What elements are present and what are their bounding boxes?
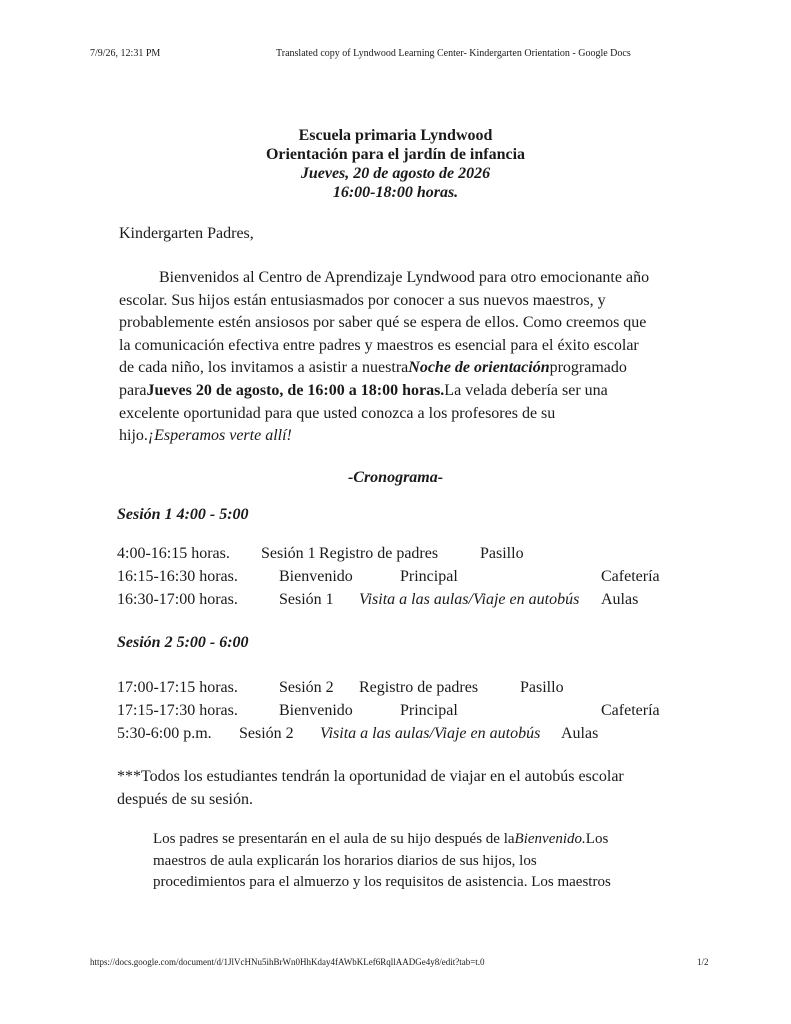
intro-line <box>119 357 704 380</box>
row-time: 17:00-17:15 horas. <box>117 679 238 696</box>
row-place: Aulas <box>561 725 599 742</box>
schedule-title: -Cronograma- <box>347 469 444 486</box>
event-name: Orientación para el jardín de infancia <box>265 146 526 163</box>
row-desc: Principal <box>400 702 458 719</box>
row-place: Pasillo <box>480 545 524 562</box>
row-place: Aulas <box>601 591 639 608</box>
intro-line <box>119 380 704 403</box>
print-date: 7/9/26, 12:31 PM <box>90 48 161 59</box>
intro-text: La velada debería ser una <box>444 381 608 399</box>
row-desc: Principal <box>400 568 458 585</box>
event-datetime-emphasis: Jueves 20 de agosto, de 16:00 a 18:00 horas. <box>146 381 445 399</box>
schedule-row <box>117 702 677 724</box>
row-item: Sesión 1 <box>261 545 316 562</box>
row-desc: Visita a las aulas/Viaje en autobús <box>320 725 541 742</box>
parents-text: Los <box>585 831 609 847</box>
schedule-row <box>117 725 677 747</box>
schedule-row <box>117 591 677 613</box>
intro-line <box>119 425 704 448</box>
parents-line: maestros de aula explicarán los horarios diarios de sus hijos, los <box>153 852 537 869</box>
note-line: ***Todos los estudiantes tendrán la oportunidad de viajar en el autobús escolar <box>117 768 624 785</box>
page-number: 1/2 <box>697 957 709 967</box>
row-desc: Visita a las aulas/Viaje en autobús <box>359 591 580 608</box>
greeting: Kindergarten Padres, <box>119 225 254 242</box>
schedule-row <box>117 568 677 590</box>
schedule-row <box>117 679 677 701</box>
row-time: 5:30-6:00 p.m. <box>117 725 212 742</box>
parents-text: Los padres se presentarán en el aula de su hijo después de la <box>153 831 515 847</box>
bus-note <box>117 765 624 811</box>
row-time: 4:00-16:15 horas. <box>117 545 230 562</box>
row-item: Sesión 1 <box>279 591 334 608</box>
row-item: Bienvenido <box>279 702 353 719</box>
intro-text: de cada niño, los invitamos a asistir a nuestra <box>119 359 409 377</box>
school-name: Escuela primaria Lyndwood <box>298 127 493 144</box>
intro-line: excelente oportunidad para que usted conozca a los profesores de su <box>119 404 556 422</box>
row-desc: Registro de padres <box>319 545 439 562</box>
row-item: Sesión 2 <box>239 725 294 742</box>
intro-text: programado <box>549 359 627 377</box>
welcome-emphasis: Bienvenido. <box>514 831 586 847</box>
row-item: Sesión 2 <box>279 679 334 696</box>
event-date: Jueves, 20 de agosto de 2026 <box>300 165 491 182</box>
row-place: Cafetería <box>601 702 660 719</box>
row-place: Pasillo <box>520 679 564 696</box>
see-you-there-emphasis: ¡Esperamos verte allí! <box>147 427 292 445</box>
row-item: Bienvenido <box>279 568 353 585</box>
row-time: 17:15-17:30 horas. <box>117 702 238 719</box>
intro-line: escolar. Sus hijos están entusiasmados por conocer a sus nuevos maestros, y <box>119 291 606 309</box>
note-line: después de su sesión. <box>117 791 253 808</box>
intro-line: Bienvenidos al Centro de Aprendizaje Lyndwood para otro emocionante año <box>159 269 650 286</box>
session-1-header: Sesión 1 4:00 - 5:00 <box>117 506 249 523</box>
event-time: 16:00-18:00 horas. <box>332 184 459 201</box>
intro-paragraph <box>119 267 704 448</box>
row-place: Cafetería <box>601 568 660 585</box>
print-document-title: Translated copy of Lyndwood Learning Center- Kindergarten Orientation - Google Docs <box>276 48 631 59</box>
row-time: 16:15-16:30 horas. <box>117 568 238 585</box>
intro-text: hijo. <box>119 427 148 445</box>
parents-line: procedimientos para el almuerzo y los requisitos de asistencia. Los maestros <box>153 874 611 890</box>
parents-line <box>153 829 611 851</box>
intro-text: para <box>119 381 147 399</box>
parents-paragraph <box>153 829 611 894</box>
intro-line: la comunicación efectiva entre padres y maestros es esencial para el éxito escolar <box>119 336 639 354</box>
title-block <box>0 126 791 202</box>
print-url: https://docs.google.com/document/d/1JlVcHNu5ihBrWn0HhKday4fAWbKLef6RqllAADGe4y8/edit?tab=t.0 <box>90 957 485 967</box>
row-time: 16:30-17:00 horas. <box>117 591 238 608</box>
schedule-row <box>117 545 677 567</box>
orientation-night-emphasis: Noche de orientación <box>408 359 550 377</box>
intro-line: probablemente estén ansiosos por saber qué se espera de ellos. Como creemos que <box>119 314 647 332</box>
session-2-header: Sesión 2 5:00 - 6:00 <box>117 634 249 651</box>
row-desc: Registro de padres <box>359 679 479 696</box>
